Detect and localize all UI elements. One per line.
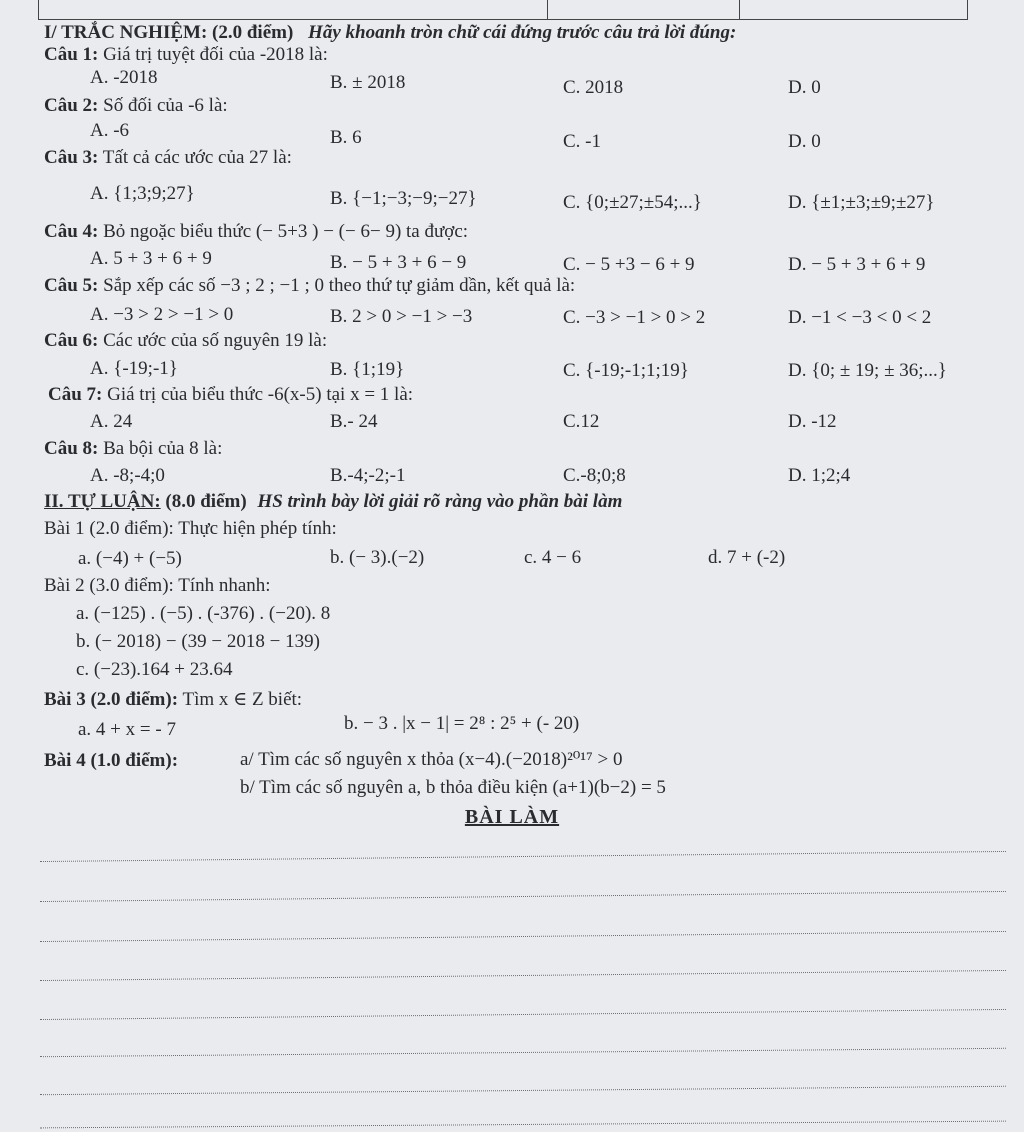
question-label: Câu 3:	[44, 147, 99, 168]
answer-line[interactable]	[40, 970, 1006, 981]
q4-option-c[interactable]: C. − 5 +3 − 6 + 9	[563, 254, 695, 275]
question-label: Câu 5:	[44, 275, 99, 296]
bai4-item-b: b/ Tìm các số nguyên a, b thỏa điều kiện (a+1)(b−2) = 5	[240, 777, 666, 798]
q4-option-b[interactable]: B. − 5 + 3 + 6 − 9	[330, 252, 467, 273]
q2-option-a[interactable]: A. -6	[90, 120, 130, 141]
bai4-label: Bài 4 (1.0 điểm):	[44, 750, 179, 771]
header-table-border	[38, 0, 968, 20]
part1-instruction: Hãy khoanh tròn chữ cái đứng trước câu trả lời đúng:	[308, 22, 737, 43]
question-4	[44, 221, 468, 243]
q6-option-a[interactable]: A. {-19;-1}	[90, 358, 178, 379]
bai4-title	[44, 750, 178, 772]
q4-option-a[interactable]: A. 5 + 3 + 6 + 9	[90, 248, 212, 269]
q2-option-c[interactable]: C. -1	[563, 131, 601, 152]
bai3-item-a: a. 4 + x = - 7	[78, 719, 176, 740]
question-text: Các ước của số nguyên 19 là:	[103, 330, 328, 351]
answer-line[interactable]	[40, 1121, 1006, 1129]
q6-option-d[interactable]: D. {0; ± 19; ± 36;...}	[788, 360, 947, 381]
q8-option-c[interactable]: C.-8;0;8	[563, 465, 626, 486]
q6-option-b[interactable]: B. {1;19}	[330, 359, 405, 380]
q3-option-a[interactable]: A. {1;3;9;27}	[90, 183, 195, 204]
q1-option-b[interactable]: B. ± 2018	[330, 72, 406, 93]
answer-line[interactable]	[40, 1086, 1006, 1095]
bai1-item-c: c. 4 − 6	[524, 547, 582, 568]
bai4-item-a: a/ Tìm các số nguyên x thỏa (x−4).(−2018)²⁰¹⁷ > 0	[240, 749, 623, 770]
q5-option-a[interactable]: A. −3 > 2 > −1 > 0	[90, 304, 234, 325]
question-label: Câu 1:	[44, 44, 99, 65]
question-6	[44, 330, 327, 352]
question-text: Giá trị tuyệt đối của -2018 là:	[103, 44, 328, 65]
question-text: Giá trị của biểu thức -6(x-5) tại x = 1 là:	[107, 384, 414, 405]
bai1-item-d: d. 7 + (-2)	[708, 547, 786, 568]
q4-option-d[interactable]: D. − 5 + 3 + 6 + 9	[788, 254, 926, 275]
bai2-text: Tính nhanh:	[178, 575, 271, 596]
header-divider	[547, 0, 548, 20]
q7-option-a[interactable]: A. 24	[90, 411, 133, 432]
question-text: Bỏ ngoặc biểu thức (− 5+3 ) − (− 6− 9) ta được:	[103, 221, 469, 242]
q3-option-d[interactable]: D. {±1;±3;±9;±27}	[788, 192, 935, 213]
q5-option-c[interactable]: C. −3 > −1 > 0 > 2	[563, 307, 706, 328]
bai2-item-a: a. (−125) . (−5) . (-376) . (−20). 8	[76, 603, 331, 624]
part2-points: (8.0 điểm)	[165, 491, 247, 512]
q6-option-c[interactable]: C. {-19;-1;1;19}	[563, 360, 689, 381]
q1-option-c[interactable]: C. 2018	[563, 77, 624, 98]
answer-line[interactable]	[40, 891, 1006, 902]
q7-option-c[interactable]: C.12	[563, 411, 600, 432]
question-text: Sắp xếp các số −3 ; 2 ; −1 ; 0 theo thứ tự giảm dần, kết quả là:	[103, 275, 576, 296]
q8-option-a[interactable]: A. -8;-4;0	[90, 465, 165, 486]
q2-option-b[interactable]: B. 6	[330, 127, 362, 148]
question-label: Câu 8:	[44, 438, 99, 459]
bai2-label: Bài 2 (3.0 điểm):	[44, 575, 174, 596]
q1-option-d[interactable]: D. 0	[788, 77, 821, 98]
answer-line[interactable]	[40, 1048, 1006, 1057]
part2-instruction: HS trình bày lời giải rõ ràng vào phần bài làm	[257, 491, 623, 512]
question-7	[48, 384, 413, 406]
question-text: Ba bội của 8 là:	[103, 438, 223, 459]
part2-heading: II. TỰ LUẬN:	[44, 491, 161, 512]
bai1-label: Bài 1 (2.0 điểm):	[44, 518, 174, 539]
q8-option-d[interactable]: D. 1;2;4	[788, 465, 851, 486]
bai1-item-a: a. (−4) + (−5)	[78, 548, 182, 569]
question-text: Số đối của -6 là:	[103, 95, 228, 116]
part2-title	[44, 491, 622, 513]
question-1	[44, 44, 328, 66]
bai3-title	[44, 689, 302, 711]
answer-line[interactable]	[40, 851, 1006, 862]
answer-line[interactable]	[40, 931, 1006, 942]
bai3-label: Bài 3 (2.0 điểm):	[44, 689, 179, 710]
question-3	[44, 147, 292, 169]
bai2-title	[44, 575, 271, 597]
q8-option-b[interactable]: B.-4;-2;-1	[330, 465, 406, 486]
question-2	[44, 95, 228, 117]
q7-option-b[interactable]: B.- 24	[330, 411, 378, 432]
header-divider	[739, 0, 740, 20]
part1-title	[44, 22, 736, 44]
question-label: Câu 2:	[44, 95, 99, 116]
q5-option-d[interactable]: D. −1 < −3 < 0 < 2	[788, 307, 932, 328]
q7-option-d[interactable]: D. -12	[788, 411, 837, 432]
bai1-text: Thực hiện phép tính:	[178, 518, 337, 539]
q1-option-a[interactable]: A. -2018	[90, 67, 158, 88]
question-label: Câu 6:	[44, 330, 99, 351]
question-5	[44, 275, 575, 297]
part1-heading: I/ TRẮC NGHIỆM: (2.0 điểm)	[44, 22, 294, 43]
q5-option-b[interactable]: B. 2 > 0 > −1 > −3	[330, 306, 473, 327]
bai3-text: Tìm x ∈ Z biết:	[182, 689, 303, 710]
q3-option-c[interactable]: C. {0;±27;±54;...}	[563, 192, 702, 213]
q3-option-b[interactable]: B. {−1;−3;−9;−27}	[330, 188, 477, 209]
answer-heading: BÀI LÀM	[464, 806, 560, 828]
question-label: Câu 4:	[44, 221, 99, 242]
bai2-item-b: b. (− 2018) − (39 − 2018 − 139)	[76, 631, 320, 652]
question-8	[44, 438, 222, 460]
bai3-item-b: b. − 3 . |x − 1| = 2⁸ : 2⁵ + (- 20)	[344, 713, 580, 734]
bai1-item-b: b. (− 3).(−2)	[330, 547, 425, 568]
question-label: Câu 7:	[48, 384, 103, 405]
answer-line[interactable]	[40, 1009, 1006, 1020]
q2-option-d[interactable]: D. 0	[788, 131, 821, 152]
question-text: Tất cả các ước của 27 là:	[102, 147, 292, 168]
bai1-title	[44, 518, 337, 540]
bai2-item-c: c. (−23).164 + 23.64	[76, 659, 233, 680]
